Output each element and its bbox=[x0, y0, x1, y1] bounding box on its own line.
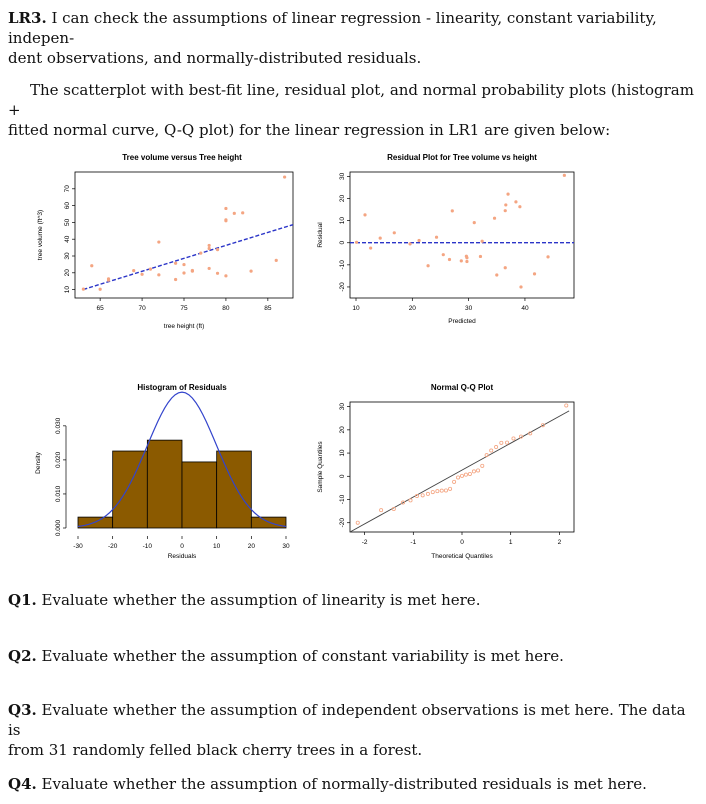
residual-point bbox=[442, 253, 445, 256]
question-3 bbox=[8, 700, 698, 760]
qq-point bbox=[512, 437, 515, 440]
residual-point bbox=[465, 256, 468, 259]
qq-point bbox=[481, 464, 484, 467]
scatter-ytick-label: 20 bbox=[64, 269, 71, 277]
residual-point bbox=[563, 174, 566, 177]
header-text-cont: dent observations, and normally-distributed residuals. bbox=[8, 49, 422, 67]
qq-point bbox=[426, 492, 429, 495]
scatter-ytick-label: 30 bbox=[64, 252, 71, 260]
scatter-point bbox=[174, 262, 177, 265]
question-3-text-cont: from 31 randomly felled black cherry trees in a forest. bbox=[8, 741, 423, 759]
residual-point bbox=[495, 273, 498, 276]
qq-point bbox=[476, 469, 479, 472]
residual-xtick-label: 30 bbox=[465, 305, 473, 312]
residual-point bbox=[379, 236, 382, 239]
residual-point bbox=[504, 266, 507, 269]
qq-point bbox=[452, 480, 455, 483]
qq-frame bbox=[350, 402, 574, 532]
qq-point bbox=[494, 445, 497, 448]
scatter-xtick-label: 80 bbox=[222, 305, 230, 312]
residual-ytick-label: 0 bbox=[339, 240, 346, 245]
scatter-point bbox=[82, 287, 85, 290]
residual-point bbox=[393, 231, 396, 234]
qq-point bbox=[444, 489, 447, 492]
scatter-point bbox=[149, 268, 152, 271]
residual-point bbox=[417, 239, 420, 242]
scatter-plot bbox=[30, 148, 320, 338]
header-label: LR3. bbox=[8, 9, 47, 27]
qq-point bbox=[490, 449, 493, 452]
scatter-point bbox=[208, 247, 211, 250]
residual-point bbox=[408, 242, 411, 245]
residual-ytick-label: -20 bbox=[339, 282, 346, 292]
question-1 bbox=[8, 590, 698, 610]
histogram-xtick-label: 10 bbox=[213, 543, 221, 550]
scatter-point bbox=[233, 212, 236, 215]
scatter-point bbox=[216, 248, 219, 251]
residual-point bbox=[519, 285, 522, 288]
histogram-bar bbox=[217, 451, 252, 528]
histogram-title: Histogram of Residuals bbox=[137, 383, 227, 392]
qq-xtick-label: 1 bbox=[508, 539, 513, 546]
qq-title: Normal Q-Q Plot bbox=[430, 383, 494, 392]
qq-ytick-label: 30 bbox=[339, 403, 346, 411]
scatter-point bbox=[132, 269, 135, 272]
question-1-text: Evaluate whether the assumption of linearity is met here. bbox=[41, 591, 481, 609]
scatter-xtick-label: 70 bbox=[138, 305, 146, 312]
scatter-title: Tree volume versus Tree height bbox=[122, 153, 242, 162]
residual-xtick-label: 40 bbox=[521, 305, 529, 312]
residual-point bbox=[435, 236, 438, 239]
histogram-bar bbox=[147, 440, 182, 528]
header-text: I can check the assumptions of linear regression - linearity, constant variability, indepen- bbox=[8, 9, 657, 47]
residual-point bbox=[426, 264, 429, 267]
question-4-label: Q4. bbox=[8, 775, 37, 793]
residual-ytick-label: 30 bbox=[339, 172, 346, 181]
residual-point bbox=[355, 241, 358, 244]
qq-point bbox=[468, 472, 471, 475]
residual-point bbox=[465, 260, 468, 263]
residual-point bbox=[546, 255, 549, 258]
histogram-xtick-label: -20 bbox=[107, 543, 118, 550]
histogram-ytick-label: 0.020 bbox=[55, 451, 62, 469]
residual-point bbox=[369, 246, 372, 249]
residual-ytick-label: -10 bbox=[339, 260, 346, 270]
scatter-point bbox=[191, 269, 194, 272]
qq-ytick-label: 10 bbox=[339, 449, 346, 457]
scatter-plot-svg bbox=[30, 148, 320, 338]
qq-point bbox=[436, 490, 439, 493]
histogram-ytick-label: 0.010 bbox=[55, 485, 62, 503]
scatter-point bbox=[140, 273, 143, 276]
scatter-ytick-label: 60 bbox=[64, 201, 71, 210]
residual-title: Residual Plot for Tree volume vs height bbox=[387, 153, 537, 162]
qq-point bbox=[464, 473, 467, 476]
residual-point bbox=[479, 255, 482, 258]
scatter-point bbox=[283, 175, 286, 178]
qq-ylabel: Sample Quantiles bbox=[317, 441, 324, 493]
scatter-point bbox=[199, 252, 202, 255]
residual-point bbox=[504, 203, 507, 206]
scatter-xtick-label: 85 bbox=[264, 305, 272, 312]
histogram-plot bbox=[30, 378, 320, 570]
intro-paragraph bbox=[8, 80, 698, 140]
residual-point bbox=[451, 209, 454, 212]
question-3-label: Q3. bbox=[8, 701, 37, 719]
qq-plot bbox=[316, 378, 606, 570]
scatter-ytick-label: 10 bbox=[64, 285, 71, 294]
histogram-ytick-label: 0.000 bbox=[55, 519, 62, 537]
residual-point bbox=[518, 205, 521, 208]
qq-xtick-label: 0 bbox=[460, 539, 464, 546]
residual-point bbox=[493, 217, 496, 220]
residual-point bbox=[473, 221, 476, 224]
scatter-ytick-label: 40 bbox=[64, 235, 71, 243]
histogram-bar bbox=[182, 462, 217, 528]
residual-frame bbox=[350, 172, 574, 298]
residual-point bbox=[448, 258, 451, 261]
scatter-point bbox=[182, 263, 185, 266]
qq-ytick-label: -20 bbox=[339, 518, 346, 528]
scatter-point bbox=[157, 240, 160, 243]
histogram-xlabel: Residuals bbox=[167, 553, 197, 560]
scatter-point bbox=[208, 267, 211, 270]
residual-ytick-label: 20 bbox=[339, 194, 346, 203]
qq-point bbox=[431, 490, 434, 493]
scatter-point bbox=[208, 244, 211, 247]
histogram-xtick-label: 30 bbox=[282, 543, 290, 550]
qq-point bbox=[472, 470, 475, 473]
histogram-bar bbox=[113, 451, 148, 528]
scatter-point bbox=[157, 273, 160, 276]
qq-xtick-label: 2 bbox=[557, 539, 562, 546]
scatter-xlabel: tree height (ft) bbox=[163, 323, 205, 330]
qq-reference-line bbox=[350, 411, 569, 532]
qq-point bbox=[440, 489, 443, 492]
scatter-fit-line bbox=[83, 225, 293, 290]
scatter-point bbox=[107, 279, 110, 282]
qq-ytick-label: 20 bbox=[339, 426, 346, 434]
scatter-point bbox=[99, 288, 102, 291]
qq-point bbox=[421, 494, 424, 497]
residual-point bbox=[460, 259, 463, 262]
histogram-xtick-label: -30 bbox=[73, 543, 83, 550]
residual-ylabel: Residual bbox=[317, 222, 324, 248]
scatter-point bbox=[224, 219, 227, 222]
scatter-ytick-label: 70 bbox=[64, 185, 71, 193]
scatter-point bbox=[275, 259, 278, 262]
question-3-text: Evaluate whether the assumption of independent observations is met here. The data is bbox=[8, 701, 686, 739]
question-2-text: Evaluate whether the assumption of constant variability is met here. bbox=[41, 647, 564, 665]
qq-point bbox=[500, 441, 503, 444]
qq-plot-svg bbox=[316, 378, 606, 570]
residual-point bbox=[514, 200, 517, 203]
scatter-xtick-label: 75 bbox=[180, 305, 188, 312]
scatter-point bbox=[216, 272, 219, 275]
qq-point bbox=[505, 441, 508, 444]
question-2 bbox=[8, 646, 698, 666]
question-4 bbox=[8, 774, 698, 794]
scatter-point bbox=[249, 270, 252, 273]
qq-xtick-label: -1 bbox=[410, 539, 417, 546]
qq-point bbox=[409, 499, 412, 502]
qq-point bbox=[565, 404, 568, 407]
residual-xlabel: Predicted bbox=[448, 318, 476, 325]
scatter-point bbox=[224, 207, 227, 210]
scatter-xtick-label: 65 bbox=[96, 305, 104, 312]
qq-xlabel: Theoretical Quantiles bbox=[431, 553, 493, 560]
residual-ytick-label: 10 bbox=[339, 217, 346, 225]
residual-xtick-label: 10 bbox=[352, 305, 360, 312]
question-2-label: Q2. bbox=[8, 647, 37, 665]
scatter-point bbox=[174, 278, 177, 281]
qq-ytick-label: -10 bbox=[339, 494, 346, 505]
scatter-point bbox=[224, 274, 227, 277]
intro-line-2: fitted normal curve, Q-Q plot) for the linear regression in LR1 are given below: bbox=[8, 121, 611, 139]
residual-xtick-label: 20 bbox=[408, 305, 416, 312]
qq-xtick-label: -2 bbox=[361, 539, 368, 546]
qq-point bbox=[448, 487, 451, 490]
histogram-xtick-label: -10 bbox=[142, 543, 153, 550]
scatter-point bbox=[241, 211, 244, 214]
residual-plot-svg bbox=[316, 148, 606, 338]
qq-ytick-label: 0 bbox=[339, 474, 346, 479]
qq-point bbox=[380, 509, 383, 512]
histogram-ytick-label: 0.030 bbox=[55, 417, 62, 434]
assignment-header bbox=[8, 8, 698, 68]
scatter-ylabel: tree volume (ft^3) bbox=[37, 209, 44, 261]
scatter-point bbox=[90, 264, 93, 267]
residual-plot bbox=[316, 148, 606, 338]
histogram-xtick-label: 20 bbox=[247, 543, 255, 550]
histogram-xtick-label: 0 bbox=[180, 543, 184, 550]
intro-line-1: The scatterplot with best-fit line, residual plot, and normal probability plots (histogram + bbox=[8, 81, 694, 119]
qq-point bbox=[356, 521, 359, 524]
residual-point bbox=[533, 272, 536, 275]
histogram-ylabel: Density bbox=[35, 452, 42, 474]
residual-point bbox=[481, 240, 484, 243]
question-4-text: Evaluate whether the assumption of normally-distributed residuals is met here. bbox=[41, 775, 647, 793]
scatter-ytick-label: 50 bbox=[64, 218, 71, 227]
question-1-label: Q1. bbox=[8, 591, 37, 609]
scatter-point bbox=[182, 271, 185, 274]
qq-point bbox=[456, 476, 459, 479]
residual-point bbox=[363, 213, 366, 216]
residual-point bbox=[504, 209, 507, 212]
histogram-plot-svg bbox=[30, 378, 320, 570]
qq-point bbox=[460, 474, 463, 477]
residual-point bbox=[506, 193, 509, 196]
